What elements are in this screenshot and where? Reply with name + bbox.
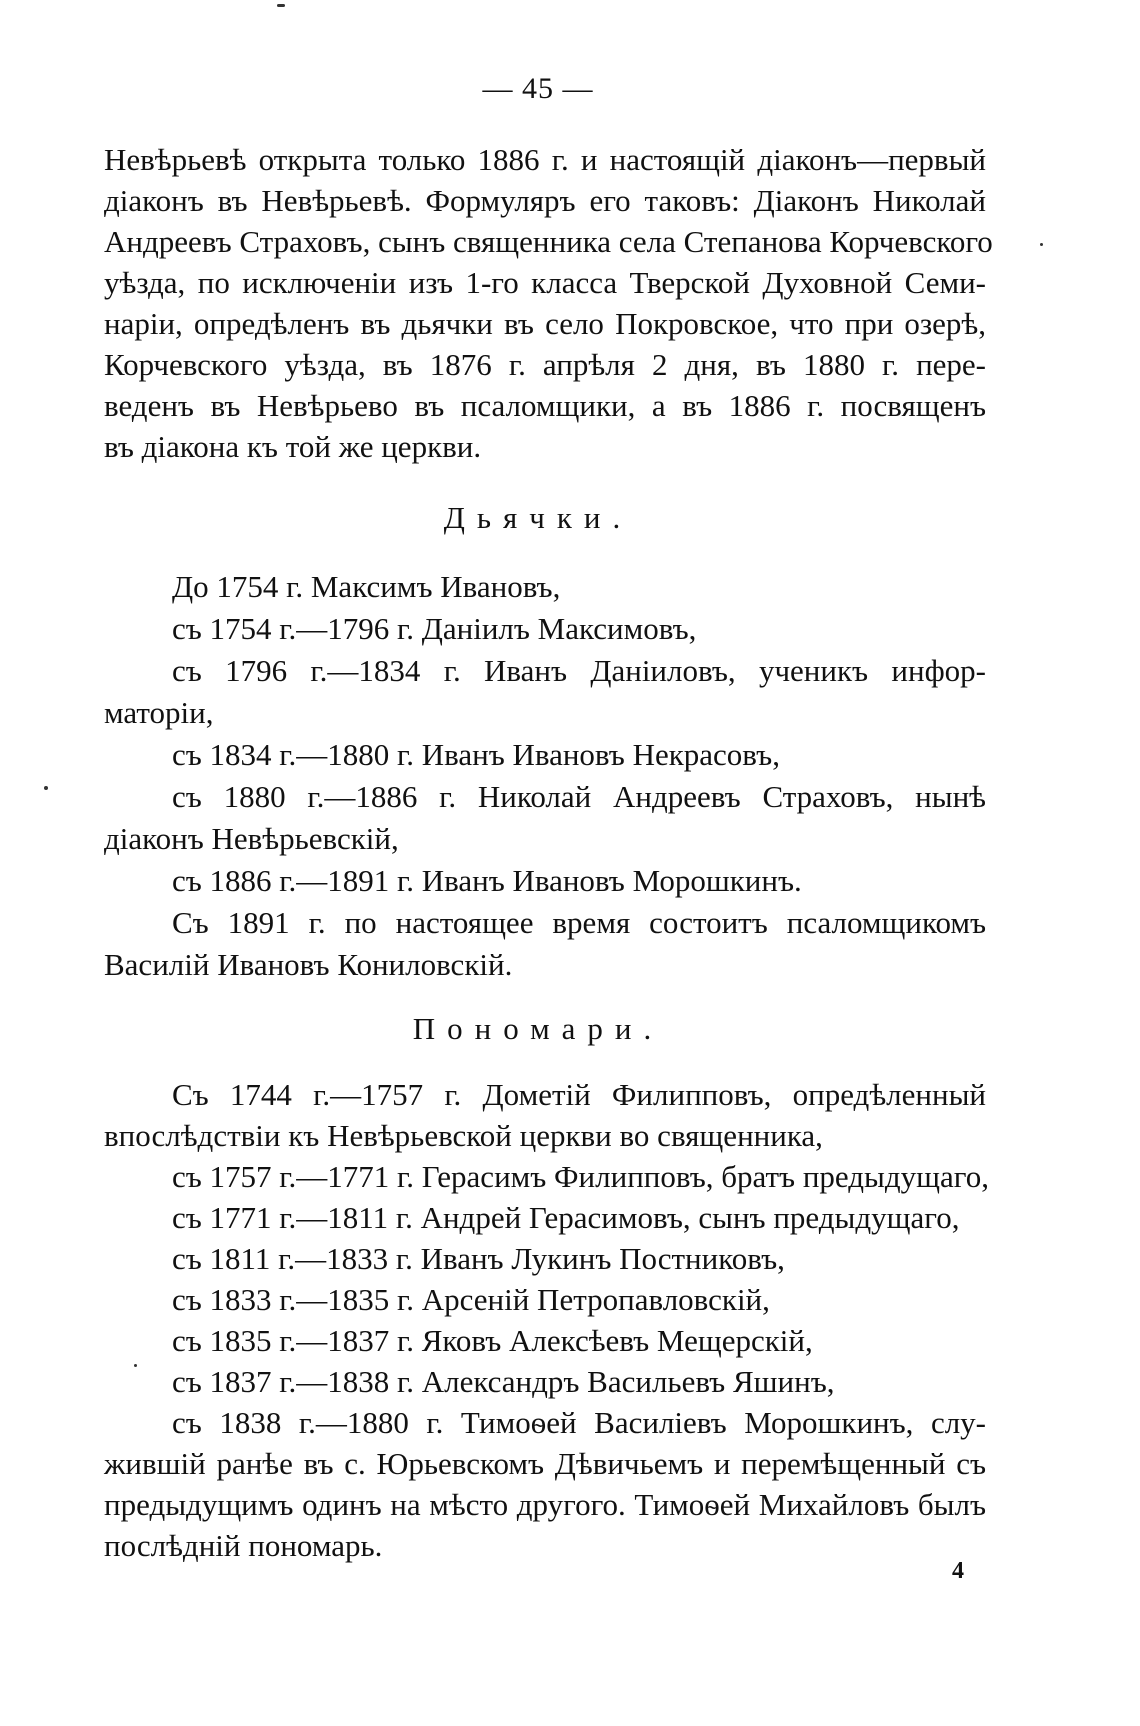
print-speck xyxy=(44,786,48,790)
text-line: веденъ въ Невѣрьево въ псаломщики, а въ 1886 г. посвященъ xyxy=(104,388,986,423)
list-item: съ 1771 г.—1811 г. Андрей Герасимовъ, сынъ предыдущаго, xyxy=(172,1200,960,1235)
list-item: Съ 1891 г. по настоящее время состоитъ псаломщикомъ xyxy=(172,905,986,940)
text-line: въ діакона къ той же церкви. xyxy=(104,429,482,464)
list-item: предыдущимъ одинъ на мѣсто другого. Тимоѳей Михайловъ былъ xyxy=(104,1487,986,1522)
list-item: съ 1754 г.—1796 г. Даніилъ Максимовъ, xyxy=(172,611,697,646)
text-line: діаконъ въ Невѣрьевѣ. Формуляръ его таковъ: Діаконъ Николай xyxy=(104,183,986,218)
text-line: Корчевского уѣзда, въ 1876 г. апрѣля 2 дня, въ 1880 г. пере- xyxy=(104,347,986,382)
list-item: впослѣдствіи къ Невѣрьевской церкви во священника, xyxy=(104,1118,823,1153)
list-item: послѣдній пономарь. xyxy=(104,1528,383,1563)
text-line: уѣзда, по исключеніи изъ 1-го класса Тверской Духовной Семи- xyxy=(104,265,986,300)
list-item: съ 1833 г.—1835 г. Арсеній Петропавловскій, xyxy=(172,1282,770,1317)
section-heading-dyachki: Дьячки. xyxy=(443,500,633,535)
list-item: съ 1886 г.—1891 г. Иванъ Ивановъ Морошкинъ. xyxy=(172,863,802,898)
list-item: діаконъ Невѣрьевскій, xyxy=(104,821,399,856)
list-item: Василій Ивановъ Кониловскій. xyxy=(104,947,513,982)
list-item: Съ 1744 г.—1757 г. Дометій Филипповъ, опредѣленный xyxy=(172,1077,986,1112)
list-item: съ 1835 г.—1837 г. Яковъ Алексѣевъ Мещерскій, xyxy=(172,1323,813,1358)
list-item: съ 1880 г.—1886 г. Николай Андреевъ Страховъ, нынѣ xyxy=(172,779,986,814)
list-item: съ 1834 г.—1880 г. Иванъ Ивановъ Некрасовъ, xyxy=(172,737,780,772)
list-item: съ 1796 г.—1834 г. Иванъ Даніиловъ, ученикъ инфор- xyxy=(172,653,986,688)
print-speck xyxy=(134,1364,137,1367)
section-heading-ponomari: Пономари. xyxy=(412,1011,664,1046)
list-item: маторіи, xyxy=(104,695,214,730)
text-line: Невѣрьевѣ открыта только 1886 г. и настоящій діаконъ—первый xyxy=(104,142,986,177)
print-speck xyxy=(1040,243,1043,246)
list-item: съ 1838 г.—1880 г. Тимоѳей Василіевъ Морошкинъ, слу- xyxy=(172,1405,986,1440)
list-item: съ 1837 г.—1838 г. Александръ Васильевъ Яшинъ, xyxy=(172,1364,835,1399)
list-item: съ 1757 г.—1771 г. Герасимъ Филипповъ, братъ предыдущаго, xyxy=(172,1159,989,1194)
page-number: — 45 — xyxy=(482,72,594,105)
text-line: Андреевъ Страховъ, сынъ священника села Степанова Корчевского xyxy=(104,224,993,259)
signature-mark: 4 xyxy=(952,1558,964,1584)
list-item: До 1754 г. Максимъ Ивановъ, xyxy=(172,569,561,604)
text-line: наріи, опредѣленъ въ дьячки въ село Покровское, что при озерѣ, xyxy=(104,306,986,341)
list-item: жившій ранѣе въ с. Юрьевскомъ Дѣвичьемъ и перемѣщенный съ xyxy=(104,1446,986,1481)
print-speck xyxy=(277,4,285,7)
list-item: съ 1811 г.—1833 г. Иванъ Лукинъ Постниковъ, xyxy=(172,1241,785,1276)
